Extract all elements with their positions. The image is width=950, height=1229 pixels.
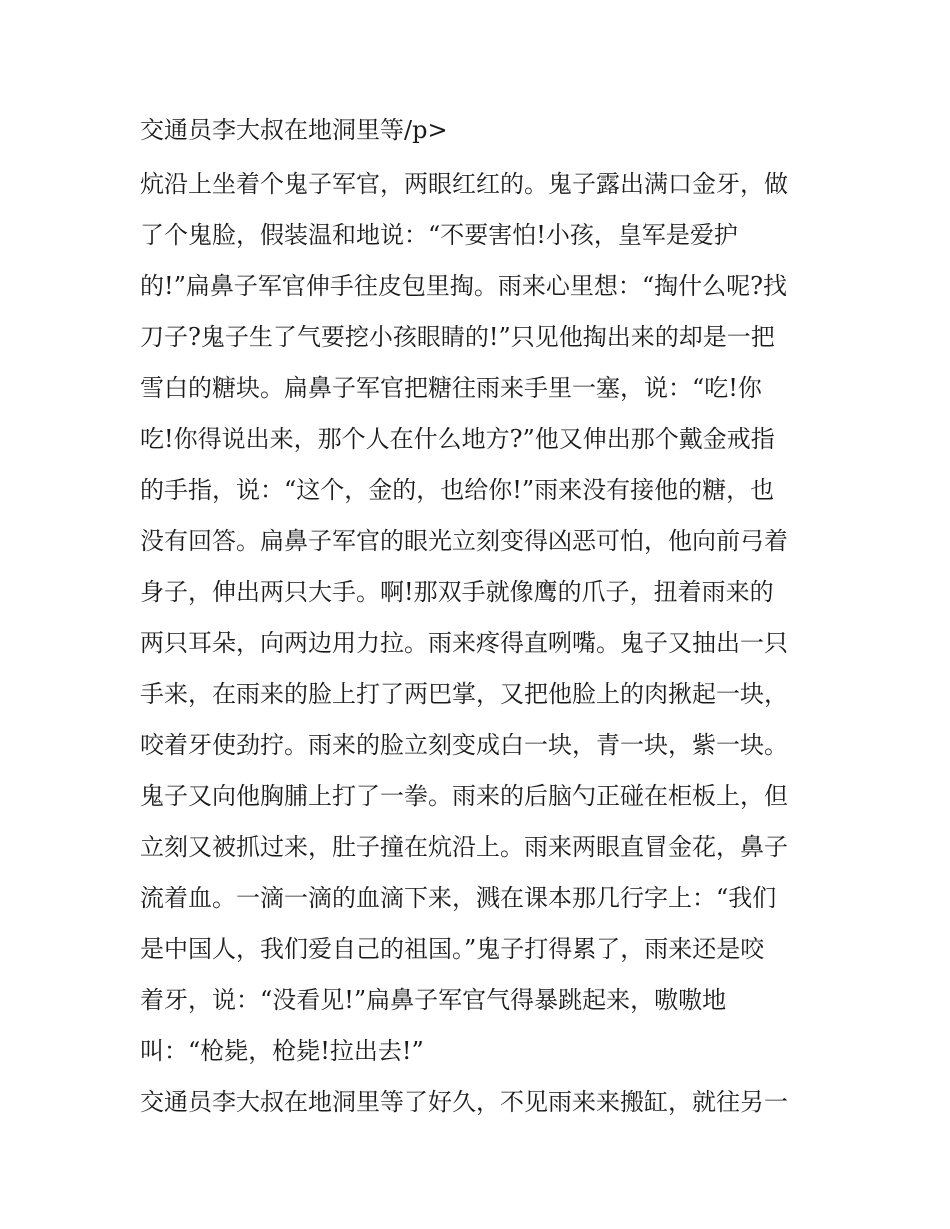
text-line: 两只耳朵，向两边用力拉。雨来疼得直咧嘴。鬼子又抽出一只 [140, 629, 788, 657]
text-line: 流着血。一滴一滴的血滴下来，溅在课本那几行字上：“我们 [140, 884, 777, 912]
heading-line: 交通员李大叔在地洞里等/p> [140, 116, 448, 144]
text-line: 的手指，说：“这个，金的，也给你!”雨来没有接他的糖，也 [140, 476, 775, 504]
text-line: 身子，伸出两只大手。啊!那双手就像鹰的爪子，扭着雨来的 [140, 578, 774, 606]
text-line: 雪白的糖块。扁鼻子军官把糖往雨来手里一塞，说：“吃!你 [140, 374, 762, 402]
text-line: 的!”扁鼻子军官伸手往皮包里掏。雨来心里想：“掏什么呢?找 [140, 272, 788, 300]
paragraph-1 [140, 159, 820, 1077]
text-line: 是中国人，我们爱自己的祖国。”鬼子打得累了，雨来还是咬 [140, 935, 765, 963]
paragraph-2 [140, 1077, 820, 1128]
text-line: 咬着牙使劲拧。雨来的脸立刻变成白一块，青一块，紫一块。 [140, 731, 788, 759]
text-line: 着牙，说：“没看见!”扁鼻子军官气得暴跳起来，嗷嗷地 [140, 986, 727, 1014]
text-line: 叫：“枪毙，枪毙!拉出去!” [140, 1037, 424, 1065]
text-line: 立刻又被抓过来，肚子撞在炕沿上。雨来两眼直冒金花，鼻子 [140, 833, 788, 861]
text-line: 刀子?鬼子生了气要挖小孩眼睛的!”只见他掏出来的却是一把 [140, 323, 775, 351]
text-line: 鬼子又向他胸脯上打了一拳。雨来的后脑勺正碰在柜板上，但 [140, 782, 788, 810]
text-line: 炕沿上坐着个鬼子军官，两眼红红的。鬼子露出满口金牙，做 [140, 170, 788, 198]
document-body [140, 105, 820, 1128]
text-line: 手来，在雨来的脸上打了两巴掌，又把他脸上的肉揪起一块， [140, 680, 788, 708]
text-line: 交通员李大叔在地洞里等了好久，不见雨来来搬缸，就往另一 [140, 1088, 788, 1116]
text-line: 了个鬼脸，假装温和地说：“不要害怕!小孩，皇军是爱护 [140, 221, 738, 249]
text-line: 吃!你得说出来，那个人在什么地方?”他又伸出那个戴金戒指 [140, 425, 775, 453]
text-line: 没有回答。扁鼻子军官的眼光立刻变得凶恶可怕，他向前弓着 [140, 527, 788, 555]
